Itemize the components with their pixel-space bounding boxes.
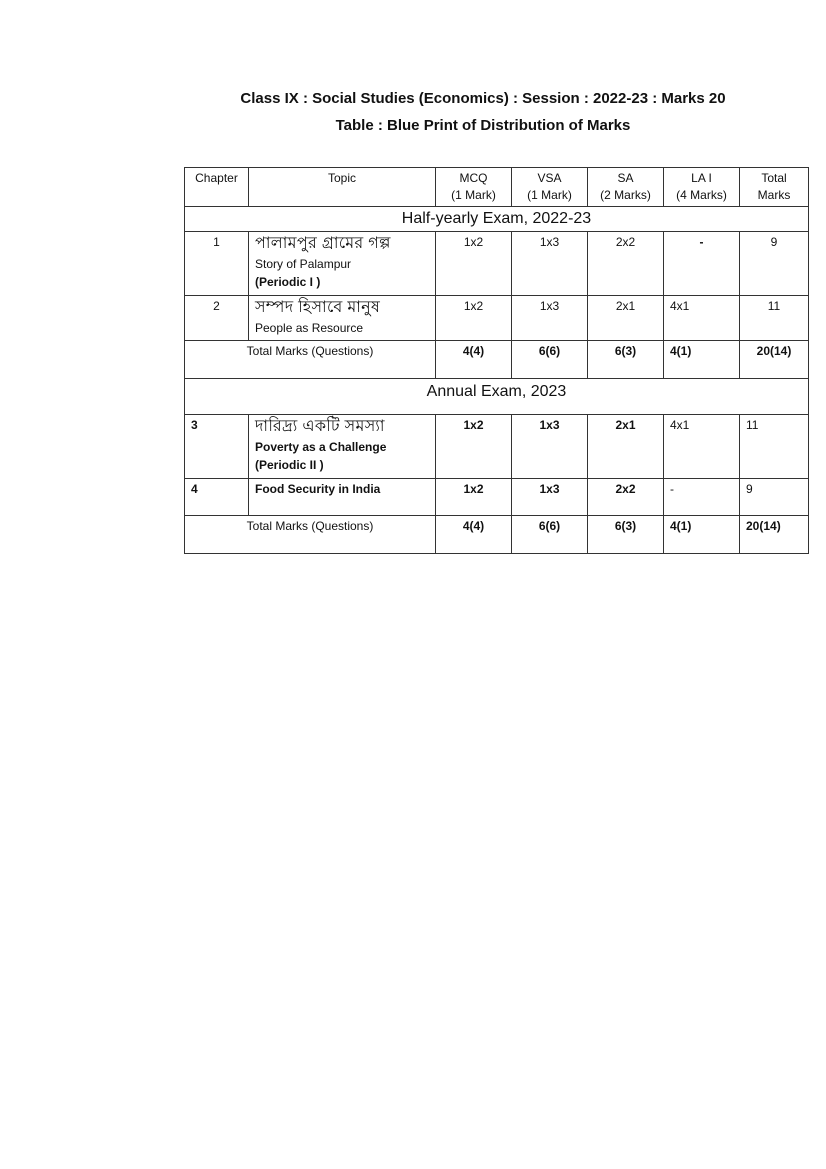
total-row-annual: Total Marks (Questions) 4(4) 6(6) 6(3) 4(1) 20(14) bbox=[185, 516, 809, 554]
periodic-note: (Periodic I ) bbox=[255, 275, 321, 289]
section-heading-annual: Annual Exam, 2023 bbox=[185, 379, 809, 415]
total-row-half-yearly: Total Marks (Questions) 4(4) 6(6) 6(3) 4(1) 20(14) bbox=[185, 341, 809, 379]
table-row: 4 Food Security in India 1x2 1x3 2x2 - 9 bbox=[185, 479, 809, 516]
table-header-row bbox=[185, 168, 809, 207]
topic-bengali: পালামপুর গ্রামের গল্প bbox=[255, 235, 391, 252]
col-header-chapter: Chapter bbox=[185, 168, 249, 207]
col-header-total: Total Marks bbox=[740, 168, 809, 207]
topic-english: People as Resource bbox=[255, 321, 364, 335]
col-header-vsa: VSA (1 Mark) bbox=[512, 168, 588, 207]
col-header-sa: SA (2 Marks) bbox=[588, 168, 664, 207]
topic-english: Story of Palampur bbox=[255, 257, 352, 271]
topic-bengali: সম্পদ হিসাবে মানুষ bbox=[255, 299, 381, 316]
col-header-la: LA I (4 Marks) bbox=[664, 168, 740, 207]
document-title: Class IX : Social Studies (Economics) : Session : 2022-23 : Marks 20 bbox=[240, 90, 726, 107]
table-row: 1 পালামপুর গ্রামের গল্প Story of Palampur (Periodic I ) 1x2 1x3 2x2 - 9 bbox=[185, 232, 809, 296]
col-header-topic: Topic bbox=[249, 168, 436, 207]
topic-english: Poverty as a Challenge bbox=[255, 440, 387, 454]
table-row: 3 দারিদ্র্য একটি সমস্যা Poverty as a Challenge (Periodic II ) 1x2 1x3 2x1 4x1 11 bbox=[185, 415, 809, 479]
blueprint-table bbox=[184, 167, 809, 554]
table-caption: Table : Blue Print of Distribution of Marks bbox=[335, 117, 631, 134]
col-header-mcq: MCQ (1 Mark) bbox=[436, 168, 512, 207]
periodic-note: (Periodic II ) bbox=[255, 458, 324, 472]
section-heading-half-yearly: Half-yearly Exam, 2022-23 bbox=[185, 207, 809, 232]
table-row: 2 সম্পদ হিসাবে মানুষ People as Resource 1x2 1x3 2x1 4x1 11 bbox=[185, 296, 809, 341]
topic-english: Food Security in India bbox=[249, 479, 436, 516]
topic-bengali: দারিদ্র্য একটি সমস্যা bbox=[255, 418, 385, 435]
